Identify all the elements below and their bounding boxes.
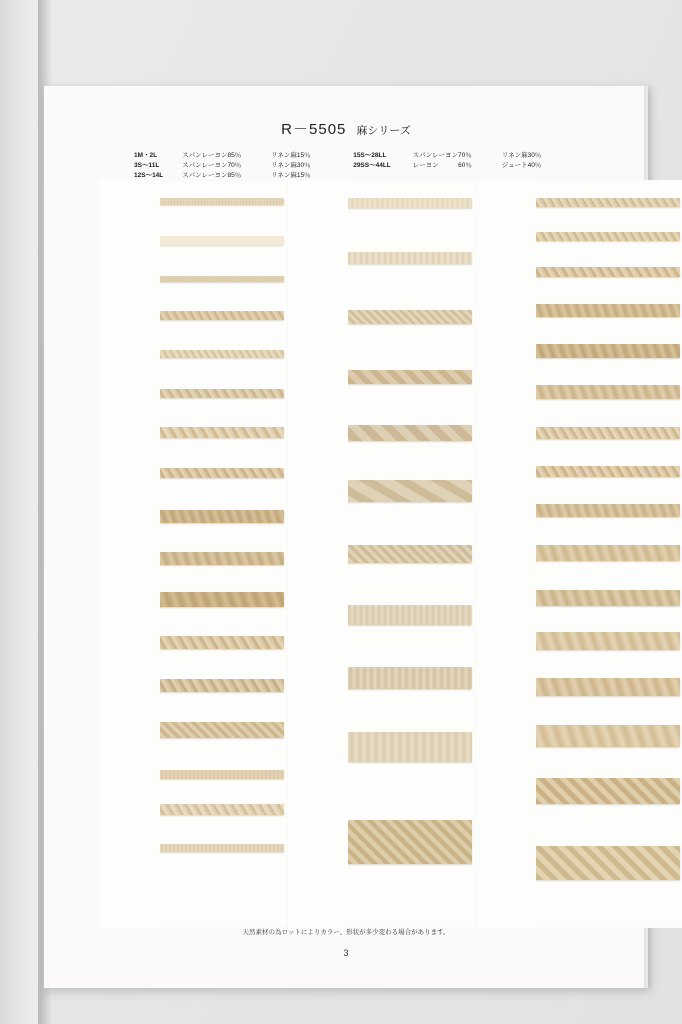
trim-swatch (152, 311, 284, 320)
label-strip (476, 180, 536, 928)
composition-cell: スパンレーヨン70％ (182, 162, 242, 170)
trim-swatch (152, 350, 284, 358)
trim-swatch (528, 545, 680, 561)
trim-swatch (528, 232, 680, 241)
trim-swatch (340, 252, 472, 264)
label-strip (100, 180, 160, 928)
composition-cell: レーヨン 60％ (412, 162, 472, 170)
trim-swatch (528, 198, 680, 207)
trim-swatch (152, 592, 284, 607)
composition-cell: ジュート40％ (501, 162, 542, 170)
composition-table (131, 151, 561, 181)
trim-swatch (528, 632, 680, 650)
trim-swatch (340, 425, 472, 441)
trim-swatch (152, 427, 284, 438)
trim-swatch (152, 804, 284, 815)
composition-cell: リネン麻30％ (270, 162, 311, 170)
trim-swatch (152, 389, 284, 398)
trim-swatch (340, 198, 472, 208)
sample-sheet (44, 86, 648, 988)
composition-row (131, 161, 561, 171)
label-strip (288, 180, 348, 928)
composition-cell: スパンレーヨン70％ (412, 152, 472, 159)
trim-swatch (152, 510, 284, 523)
swatch-board (100, 180, 592, 928)
composition-cell: 15S〜28LL (353, 152, 387, 159)
composition-cell: リネン麻15％ (270, 152, 311, 159)
trim-swatch (152, 236, 284, 245)
trim-swatch (152, 844, 284, 852)
trim-swatch (528, 504, 680, 517)
composition-cell (330, 161, 350, 171)
trim-swatch (340, 820, 472, 864)
trim-swatch (528, 466, 680, 477)
trim-swatch (528, 385, 680, 399)
trim-swatch (152, 468, 284, 478)
trim-swatch (528, 304, 680, 317)
trim-swatch (340, 545, 472, 563)
trim-swatch (528, 344, 680, 358)
trim-swatch (340, 370, 472, 384)
trim-swatch (340, 605, 472, 625)
composition-cell: スパンレーヨン85％ (182, 152, 242, 159)
trim-swatch (152, 679, 284, 692)
trim-swatch (528, 267, 680, 277)
composition-row (131, 151, 561, 161)
composition-cell: リネン麻15％ (270, 172, 311, 180)
trim-swatch (340, 480, 472, 502)
trim-swatch (528, 427, 680, 439)
trim-swatch (152, 552, 284, 565)
page-number: 3 (343, 948, 349, 958)
trim-swatch (528, 590, 680, 606)
trim-swatch (152, 198, 284, 205)
composition-cell: 1M・2L (134, 152, 158, 159)
trim-swatch (340, 310, 472, 324)
trim-swatch (528, 678, 680, 696)
trim-swatch (152, 770, 284, 779)
trim-swatch (528, 846, 680, 880)
composition-cell: 3S〜11L (134, 162, 160, 170)
trim-swatch (528, 725, 680, 747)
trim-swatch (152, 276, 284, 282)
composition-cell (330, 151, 350, 161)
trim-swatch (528, 778, 680, 804)
footer-note: 天然素材の為ロットによりカラー、形状が多少変わる場合があります。 (242, 929, 450, 936)
binder-spine (0, 0, 40, 1024)
trim-swatch (340, 667, 472, 689)
composition-cell: スパンレーヨン85％ (182, 172, 242, 180)
composition-cell: リネン麻30％ (501, 152, 542, 159)
composition-cell: 12S〜14L (134, 172, 164, 180)
page-title (44, 118, 648, 139)
trim-swatch (152, 722, 284, 738)
page-title-series: 麻シリーズ (356, 125, 411, 137)
trim-swatch (340, 732, 472, 762)
page-title-code: R－5505 (281, 121, 347, 138)
trim-swatch (152, 636, 284, 649)
composition-cell: 29SS〜44LL (353, 162, 391, 170)
